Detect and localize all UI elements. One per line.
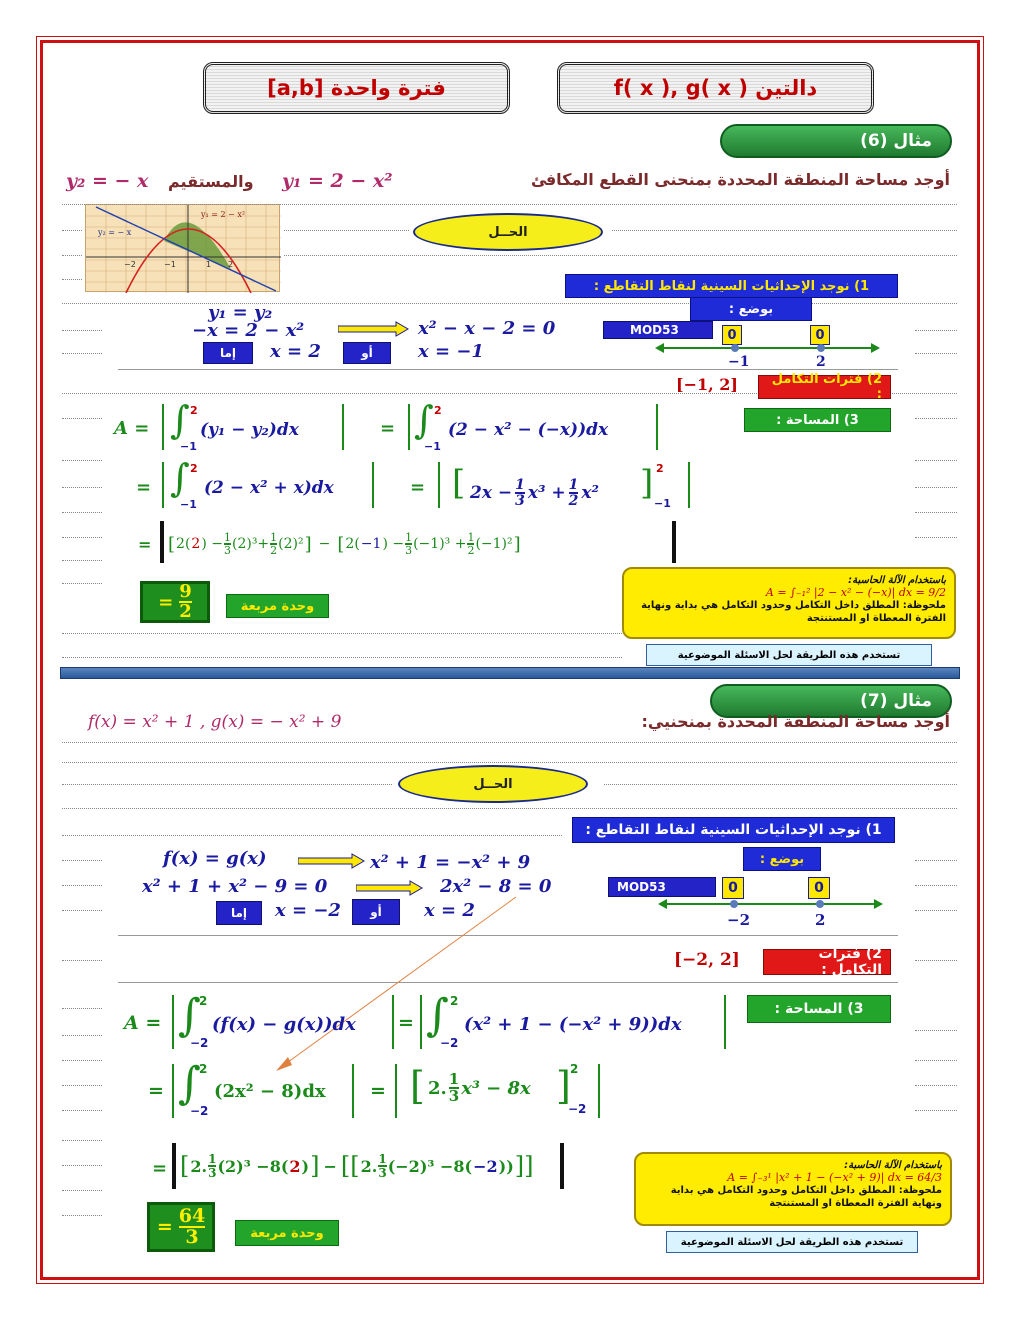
ex6-eq-4: = <box>138 535 152 554</box>
rule-line <box>62 657 622 658</box>
ex6-eq-y2: y₂ = − x <box>66 170 149 192</box>
ex7-lower-limit-2: −2 <box>440 1036 459 1050</box>
ex7-sign-box-b: 0 <box>808 877 830 899</box>
abs-bar <box>408 404 410 450</box>
abs-bar <box>724 995 726 1049</box>
example-6-label: مثال (6) <box>860 131 932 151</box>
ex6-arrow-1 <box>338 321 410 337</box>
rule-line <box>604 784 957 785</box>
rule-line <box>62 910 102 911</box>
ex6-calc-title: باستخدام الآلة الحاسبة: <box>848 575 946 586</box>
ex7-nl-label-b: 2 <box>815 911 826 929</box>
ex6-graph-svg <box>86 205 281 293</box>
ex6-anti-upper: 2 <box>656 462 664 475</box>
rule-line <box>915 512 957 513</box>
ex6-number-line <box>655 340 880 356</box>
bracket-close: ] <box>556 1064 571 1108</box>
ex7-upper-limit: 2 <box>199 994 208 1008</box>
rule-line <box>915 885 957 886</box>
ex6-result-fraction: $\frac{9}{2}$ <box>179 581 192 622</box>
ex6-calculator-note <box>622 567 956 639</box>
rule-line <box>62 1008 102 1009</box>
ex6-eq-y1: y₁ = 2 − x² <box>282 170 393 192</box>
ex7-calc-note-text: ملحوظة: المطلق داخل التكامل وحدود التكامل هي بداية ونهاية الفترة المعطاة او المستنتجة <box>670 1185 942 1209</box>
rule-line <box>62 204 957 205</box>
rule-line <box>915 1060 957 1061</box>
ex6-anti-lower: −1 <box>654 497 671 510</box>
ex6-graph-tick-1: 1 <box>206 260 212 269</box>
ex7-eq-3: = <box>370 1080 386 1102</box>
rule-line <box>62 560 102 561</box>
ex6-calc-expr: A = ∫₋₁² |2 − x² − (−x)| dx = 9/2 <box>765 586 946 599</box>
abs-bar <box>172 995 174 1049</box>
ex6-integrand-3: (2 − x² + x)dx <box>204 478 334 498</box>
ex6-A-label: A = <box>114 418 150 439</box>
fraction: $\frac{1}{3}$ <box>515 477 525 509</box>
abs-bar <box>420 995 422 1049</box>
bracket-open: [ <box>410 1064 425 1108</box>
ex6-solution-label: الحــل <box>488 224 528 240</box>
ex6-question: أوجد مساحة المنطقة المحددة بمنحنى القطع المكافئ <box>531 170 950 189</box>
abs-bar <box>162 462 164 508</box>
ex6-mode-button[interactable]: MOD53 <box>603 321 713 339</box>
rule-line <box>62 762 957 763</box>
example-7-label: مثال (7) <box>860 691 932 711</box>
ex6-eq-3: = <box>410 477 426 498</box>
ex6-either-button[interactable]: إما <box>203 342 253 364</box>
abs-bar <box>172 1064 174 1118</box>
abs-bar <box>688 462 690 508</box>
ex7-step3-tag: 3) المساحة : <box>747 995 891 1023</box>
rule-line <box>612 230 957 231</box>
ex7-anti-upper: 2 <box>570 1062 579 1076</box>
fraction: $\frac{1}{3}$ <box>448 1070 460 1105</box>
ex7-x-a: x = −2 <box>275 900 341 921</box>
ex6-x-b: x = −1 <box>418 341 484 362</box>
rule-line <box>915 353 957 354</box>
rule-line <box>62 255 82 256</box>
ex7-upper-limit-3: 2 <box>199 1062 208 1076</box>
ex7-A-label: A = <box>124 1012 162 1034</box>
ex7-solution-smiley <box>398 765 588 803</box>
rule-line <box>915 860 957 861</box>
header-one-interval <box>203 62 510 114</box>
fraction: $\frac{1}{2}$ <box>467 531 475 557</box>
ex6-sign-box-a: 0 <box>722 325 742 345</box>
rule-line <box>62 1035 102 1036</box>
ex7-step2-tag: 2) فترات التكامل : <box>763 949 891 975</box>
section-divider <box>60 667 960 679</box>
abs-bar <box>395 1064 397 1118</box>
rule-line <box>915 418 957 419</box>
ex7-step1-tag: 1) نوجد الإحداثيات السينية لنقاط التقاطع : <box>572 817 895 843</box>
example-6-pill <box>720 124 952 158</box>
ex7-eq-1: = <box>398 1012 414 1034</box>
rule-line <box>62 303 957 304</box>
ex7-annotation-arrow <box>270 895 520 1075</box>
integral-sign: ∫ <box>178 990 201 1041</box>
fraction: $\frac{1}{2}$ <box>568 477 579 509</box>
ex6-lower-limit-2: −1 <box>424 440 441 453</box>
ex7-line2b: 2x² − 8 = 0 <box>440 876 552 897</box>
rule-line <box>915 537 957 538</box>
integral-sign: ∫ <box>170 456 190 500</box>
ex6-x-a: x = 2 <box>270 341 321 362</box>
rule-line <box>118 369 898 370</box>
abs-bar <box>598 1064 600 1118</box>
fraction: $\frac{1}{3}$ <box>208 1152 217 1180</box>
ex7-lower-limit: −2 <box>190 1036 209 1050</box>
ex7-evaluation: [ 2. $\frac{1}{3}$ (2)³ −8( 2 ) ] − [[ 2. $\frac{1}{3}$ (−2)³ −8( −2 )) ]] <box>180 1152 534 1180</box>
ex7-result-fraction: $\frac{64}{3}$ <box>178 1205 206 1248</box>
ex6-graph-tick-2: 2 <box>228 260 234 269</box>
ex7-method-note: تستخدم هذه الطريقة لحل الاسئلة الموضوعية <box>666 1231 918 1253</box>
ex6-place-tag: بوضع : <box>690 297 812 321</box>
abs-bar <box>342 404 344 450</box>
rule-line <box>62 784 392 785</box>
fraction: $\frac{1}{2}$ <box>270 531 278 557</box>
ex6-step2-tag: 2) فترات التكامل : <box>758 375 891 399</box>
ex7-functions: f(x) = x² + 1 , g(x) = − x² + 9 <box>88 712 342 732</box>
ex7-integrand-2: (x² + 1 − (−x² + 9))dx <box>464 1014 682 1035</box>
ex6-line2b: x² − x − 2 = 0 <box>418 318 556 339</box>
header-two-functions <box>557 62 874 114</box>
rule-line <box>62 1085 102 1086</box>
rule-line <box>62 1215 102 1216</box>
integral-sign: ∫ <box>178 1058 201 1109</box>
ex6-nl-label-a: −1 <box>728 354 750 370</box>
abs-bar <box>656 404 658 450</box>
ex6-line1: y₁ = y₂ <box>208 302 273 323</box>
ex7-question: أوجد مساحة المنطقة المحددة بمنحنيي: <box>641 712 950 731</box>
ex6-unit-tag: وحدة مربعة <box>226 594 329 618</box>
header-two-functions-text: دالتين f( x ), g( x ) <box>613 76 818 100</box>
ex7-eq-2: = <box>148 1080 164 1102</box>
ex6-interval: [−1, 2] <box>676 375 738 394</box>
rule-line <box>915 1030 957 1031</box>
ex6-calc-note-text: ملحوظة: المطلق داخل التكامل وحدود التكامل هي بداية ونهاية الفترة المعطاة او المستنتجة <box>641 600 946 624</box>
ex6-integrand-2: (2 − x² − (−x))dx <box>448 420 609 440</box>
abs-bar <box>438 462 440 508</box>
ex7-anti-lower: −2 <box>568 1102 587 1116</box>
rule-line <box>284 230 409 231</box>
rule-line <box>62 330 102 331</box>
fraction: $\frac{1}{3}$ <box>223 531 231 557</box>
ex6-and-line: والمستقيم <box>168 172 254 191</box>
ex7-calc-expr: A = ∫₋₃¹ |x² + 1 − (−x² + 9)| dx = 64/3 <box>727 1171 942 1184</box>
ex7-integrand-3: (2x² − 8)dx <box>214 1081 326 1102</box>
ex7-calculator-note <box>634 1152 952 1226</box>
header-one-interval-text: فترة واحدة [a,b] <box>267 76 446 100</box>
ex6-graph-tick-neg2: −2 <box>124 260 136 269</box>
integral-sign: ∫ <box>170 398 190 442</box>
fraction: $\frac{1}{3}$ <box>405 531 413 557</box>
ex6-integrand-1: (y₁ − y₂)dx <box>200 420 299 440</box>
ex7-lower-limit-3: −2 <box>190 1104 209 1118</box>
ex7-antiderivative: 2. $\frac{1}{3}$ x³ − 8x <box>428 1070 531 1105</box>
rule-line <box>62 633 622 634</box>
ex7-result-box: = $\frac{64}{3}$ <box>147 1202 215 1252</box>
rule-line <box>62 537 102 538</box>
rule-line <box>62 353 102 354</box>
rule-line <box>62 808 957 809</box>
abs-bar <box>672 521 676 563</box>
ex6-nl-label-b: 2 <box>816 354 826 370</box>
ex6-graph-tick-neg1: −1 <box>164 260 176 269</box>
rule-line <box>62 230 82 231</box>
rule-line <box>915 330 957 331</box>
rule-line <box>62 460 102 461</box>
rule-line <box>62 1140 102 1141</box>
rule-line <box>62 960 102 961</box>
ex7-x-b: x = 2 <box>424 900 475 921</box>
ex6-anti-a: 2x − <box>470 483 513 503</box>
abs-bar <box>172 1143 176 1189</box>
ex7-unit-tag: وحدة مربعة <box>235 1220 339 1246</box>
ex6-result-box: = $\frac{9}{2}$ <box>140 581 210 623</box>
ex6-lower-limit: −1 <box>180 440 197 453</box>
abs-bar <box>392 995 394 1049</box>
rule-line <box>62 583 102 584</box>
ex6-antiderivative <box>470 478 599 508</box>
ex6-sign-box-b: 0 <box>810 325 830 345</box>
rule-line <box>62 487 102 488</box>
ex6-solution-smiley <box>413 213 603 251</box>
ex7-arrow-1 <box>298 853 366 869</box>
ex7-mode-button[interactable]: MOD53 <box>608 877 716 897</box>
ex6-upper-limit-3: 2 <box>190 462 198 475</box>
rule-line <box>915 460 957 461</box>
rule-line <box>915 1085 957 1086</box>
bracket-open: [ <box>452 463 466 503</box>
ex6-method-note: تستخدم هذه الطريقة لحل الاسئلة الموضوعية <box>646 644 932 666</box>
rule-line <box>62 742 957 743</box>
abs-bar <box>560 1143 564 1189</box>
ex6-graph <box>85 204 280 292</box>
ex7-arrow-2 <box>356 880 424 896</box>
ex6-or-button[interactable]: أو <box>343 342 391 364</box>
ex6-graph-label-y2: y₂ = − x <box>98 228 132 237</box>
rule-line <box>62 885 102 886</box>
ex7-solution-label: الحــل <box>473 776 513 792</box>
ex7-sign-box-a: 0 <box>722 877 744 899</box>
rule-line <box>915 487 957 488</box>
ex6-graph-label-y1: y₁ = 2 − x² <box>201 210 246 219</box>
bracket-close: ] <box>640 463 654 503</box>
rule-line <box>62 835 562 836</box>
ex7-line1: f(x) = g(x) <box>163 848 267 869</box>
rule-line <box>62 418 102 419</box>
rule-line <box>915 960 957 961</box>
fraction: $\frac{1}{3}$ <box>378 1152 387 1180</box>
ex6-anti-b: x³ + <box>527 483 566 503</box>
ex6-lower-limit-3: −1 <box>180 498 197 511</box>
ex7-number-line <box>658 896 883 912</box>
ex7-upper-limit-2: 2 <box>450 994 459 1008</box>
abs-bar <box>352 1064 354 1118</box>
ex7-nl-label-a: −2 <box>727 911 751 929</box>
ex7-or-button[interactable]: أو <box>352 899 400 925</box>
ex6-evaluation: [ 2( 2 ) − $\frac{1}{3}$ (2)³+ $\frac{1}{2}$ (2)² ] − [ 2( −1 ) − $\frac{1}{3}$ (−1)³ + $\frac{1}{2}$ (−1)² ] <box>168 531 521 557</box>
ex7-line1b: x² + 1 = −x² + 9 <box>370 852 531 873</box>
ex7-interval: [−2, 2] <box>674 950 740 970</box>
rule-line <box>62 279 82 280</box>
rule-line <box>62 1110 102 1111</box>
rule-line <box>284 255 957 256</box>
ex7-integrand-1: (f(x) − g(x))dx <box>212 1014 356 1035</box>
integral-sign: ∫ <box>414 398 434 442</box>
ex6-line2: −x = 2 − x² <box>192 320 305 341</box>
ex7-either-button[interactable]: إما <box>216 901 262 925</box>
ex7-place-tag: بوضع : <box>743 847 821 871</box>
ex6-eq-1: = <box>380 418 396 439</box>
ex7-calc-title: باستخدام الآلة الحاسبة: <box>844 1160 942 1171</box>
rule-line <box>915 910 957 911</box>
abs-bar <box>372 462 374 508</box>
rule-line <box>62 1060 102 1061</box>
ex7-eq-4: = <box>152 1158 168 1179</box>
rule-line <box>62 860 102 861</box>
ex6-step3-tag: 3) المساحة : <box>744 408 891 432</box>
rule-line <box>62 1165 102 1166</box>
rule-line <box>915 1110 957 1111</box>
integral-sign: ∫ <box>426 990 449 1041</box>
rule-line <box>62 1190 102 1191</box>
ex6-upper-limit-2: 2 <box>434 404 442 417</box>
ex6-anti-c: x² <box>581 483 599 503</box>
rule-line <box>62 512 102 513</box>
ex6-step1-tag: 1) نوجد الإحداثيات السينية لنقاط التقاطع : <box>565 274 898 298</box>
ex6-upper-limit: 2 <box>190 404 198 417</box>
abs-bar <box>160 521 164 563</box>
ex7-line2: x² + 1 + x² − 9 = 0 <box>142 876 328 897</box>
abs-bar <box>162 404 164 450</box>
ex6-eq-2: = <box>136 477 152 498</box>
